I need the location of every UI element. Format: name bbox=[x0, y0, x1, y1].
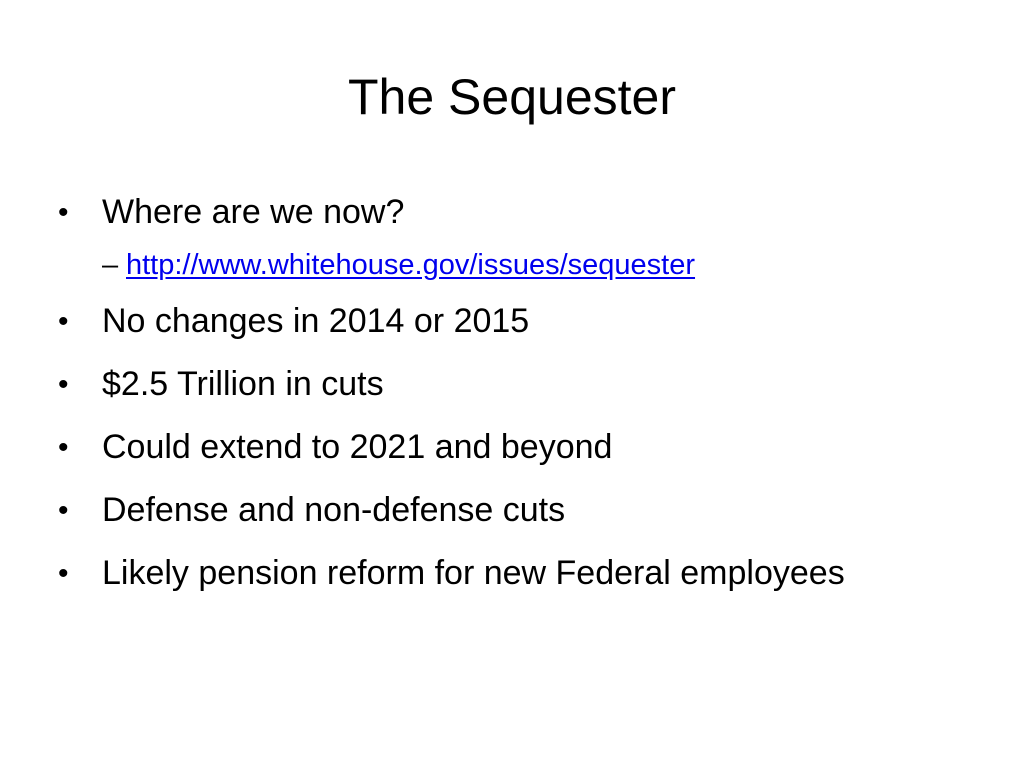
sequester-link[interactable]: http://www.whitehouse.gov/issues/sequester bbox=[126, 249, 696, 281]
bullet-item-extension bbox=[58, 421, 938, 474]
sub-bullet-marker: – bbox=[102, 249, 119, 281]
bullet-item-cuts bbox=[58, 358, 938, 411]
bullet-list bbox=[58, 186, 938, 610]
bullet-item-location bbox=[58, 186, 938, 239]
bullet-marker: • bbox=[58, 368, 69, 401]
bullet-item-pension bbox=[58, 547, 938, 600]
bullet-marker: • bbox=[58, 305, 69, 338]
bullet-marker: • bbox=[58, 431, 69, 464]
bullet-text: Where are we now? bbox=[102, 193, 405, 231]
sub-bullet-link-item bbox=[58, 243, 938, 287]
bullet-marker: • bbox=[58, 494, 69, 527]
slide-title: The Sequester bbox=[348, 69, 676, 125]
bullet-item-defense bbox=[58, 484, 938, 537]
bullet-text: Likely pension reform for new Federal employees bbox=[102, 554, 845, 592]
bullet-text: Could extend to 2021 and beyond bbox=[102, 428, 613, 466]
bullet-item-no-changes bbox=[58, 295, 938, 348]
bullet-text: Defense and non-defense cuts bbox=[102, 491, 566, 529]
bullet-text: No changes in 2014 or 2015 bbox=[102, 302, 530, 340]
bullet-marker: • bbox=[58, 196, 69, 229]
bullet-marker: • bbox=[58, 557, 69, 590]
bullet-text: $2.5 Trillion in cuts bbox=[102, 365, 384, 403]
